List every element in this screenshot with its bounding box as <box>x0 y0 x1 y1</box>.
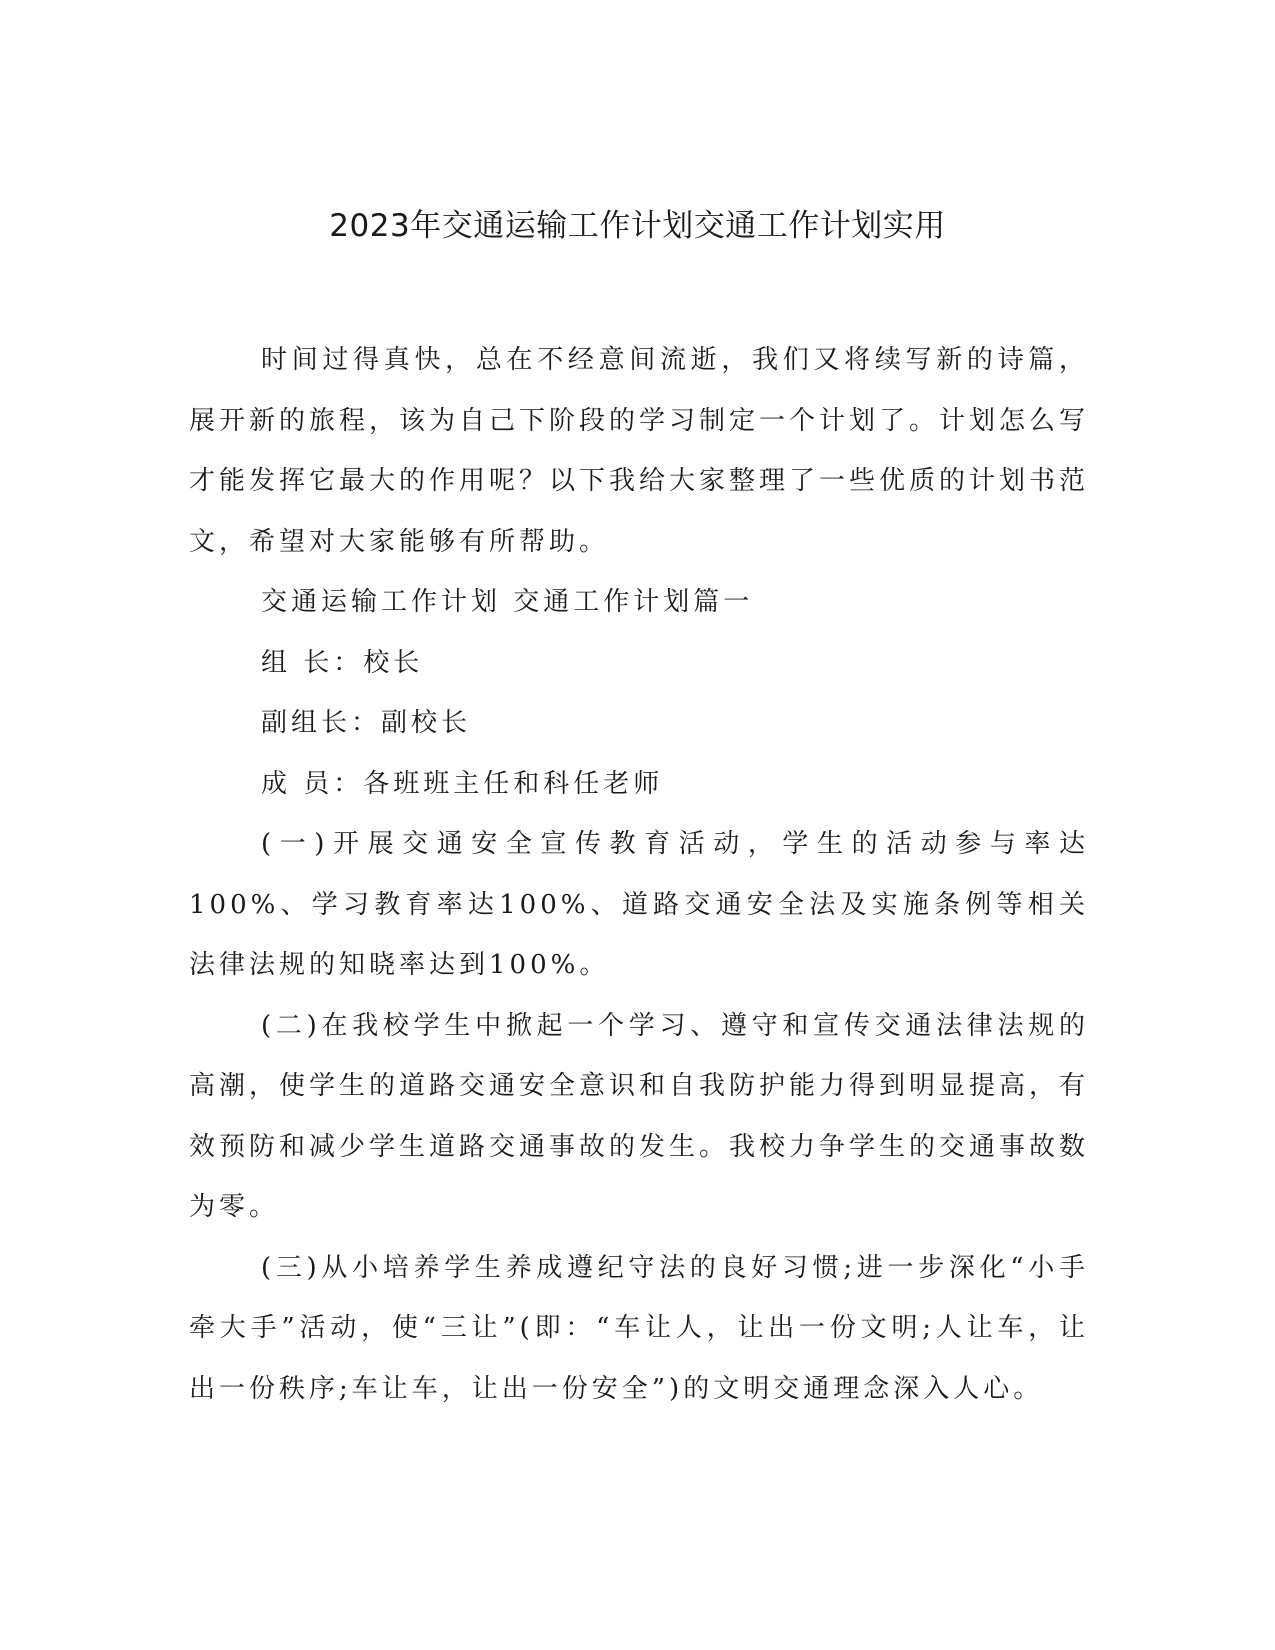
deputy-leader-line: 副组长：副校长 <box>261 708 472 738</box>
goal-paragraph-3: (三)从小培养学生养成遵纪守法的良好习惯;进一步深化“小手牵大手”活动，使“三让”(即：“车让人，让出一份文明;人让车，让出一份秩序;车让车，让出一份安全”)的文明交通理念深入人心。 <box>189 1252 1089 1404</box>
intro-paragraph: 时间过得真快，总在不经意间流逝，我们又将续写新的诗篇，展开新的旅程，该为自己下阶段的学习制定一个计划了。计划怎么写才能发挥它最大的作用呢？以下我给大家整理了一些优质的计划书范文，希望对大家能够有所帮助。 <box>189 345 1090 557</box>
group-leader-line: 组 长：校长 <box>261 647 424 678</box>
members-line: 成 员：各班班主任和科任老师 <box>261 768 664 799</box>
document-title: 2023年交通运输工作计划交通工作计划实用 <box>329 208 946 244</box>
goal-paragraph-2: (二)在我校学生中掀起一个学习、遵守和宣传交通法律法规的高潮，使学生的道路交通安全意识和自我防护能力得到明显提高，有效预防和减少学生道路交通事故的发生。我校力争学生的交通事故数为零。 <box>189 1010 1090 1222</box>
document-body <box>189 330 1089 1419</box>
section-heading: 交通运输工作计划 交通工作计划篇一 <box>261 587 754 617</box>
goal-paragraph-1: (一)开展交通安全宣传教育活动，学生的活动参与率达100%、学习教育率达100%、道路交通安全法及实施条例等相关法律法规的知晓率达到100%。 <box>189 829 1089 980</box>
